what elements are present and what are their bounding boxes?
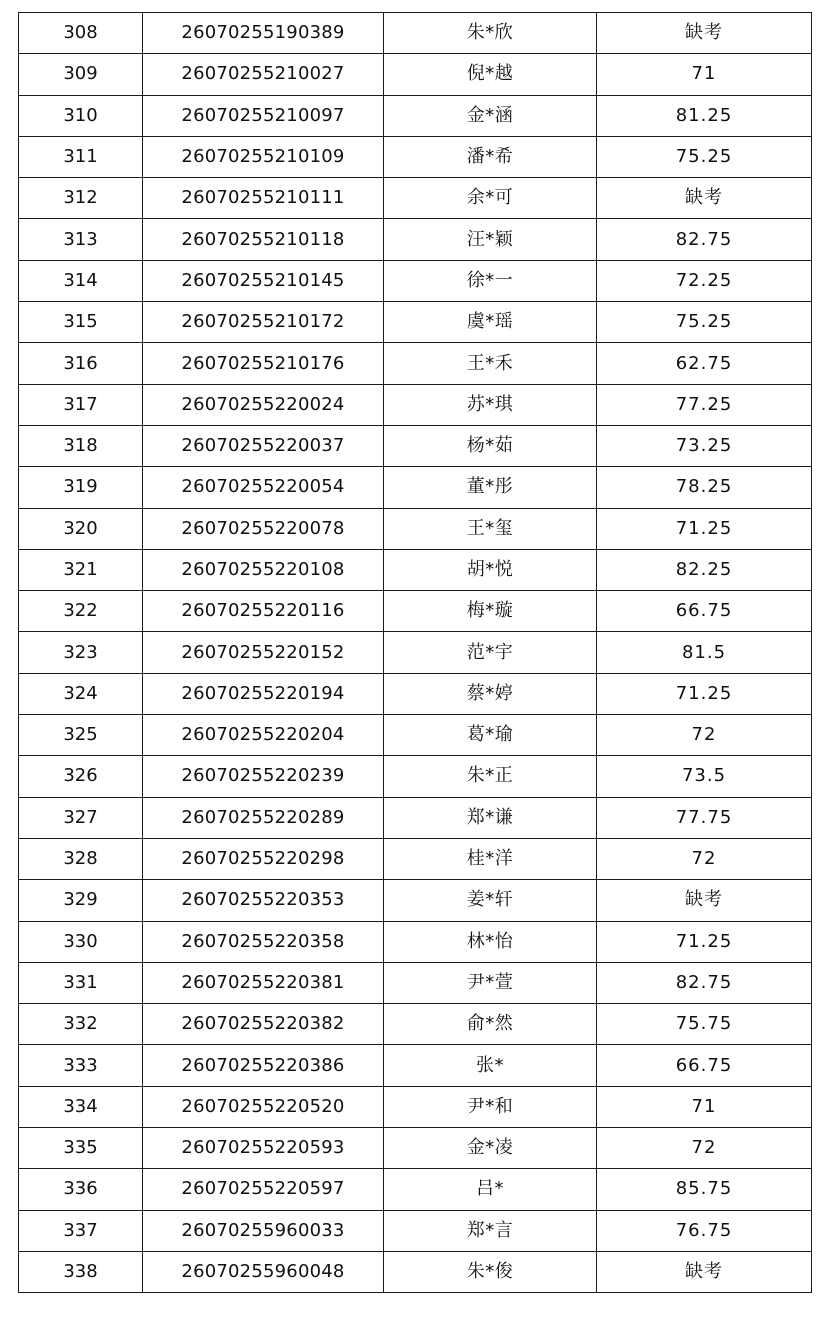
row-number-cell: 335 [19,1128,143,1169]
row-number-cell: 317 [19,384,143,425]
exam-id-cell: 26070255220239 [143,756,384,797]
score-cell: 66.75 [597,591,812,632]
candidate-name-cell: 朱*欣 [384,13,597,54]
table-row [19,219,812,260]
score-cell: 82.25 [597,549,812,590]
table-row [19,549,812,590]
exam-id-cell: 26070255210145 [143,260,384,301]
row-number-cell: 328 [19,838,143,879]
score-table [18,12,812,1293]
row-number-cell: 336 [19,1169,143,1210]
candidate-name-cell: 虞*瑶 [384,302,597,343]
score-cell: 73.25 [597,425,812,466]
score-cell: 76.75 [597,1210,812,1251]
exam-id-cell: 26070255210097 [143,95,384,136]
candidate-name-cell: 杨*茹 [384,425,597,466]
candidate-name-cell: 金*涵 [384,95,597,136]
row-number-cell: 311 [19,136,143,177]
exam-id-cell: 26070255960048 [143,1251,384,1292]
table-row [19,302,812,343]
candidate-name-cell: 梅*璇 [384,591,597,632]
score-cell: 85.75 [597,1169,812,1210]
score-cell: 71.25 [597,673,812,714]
score-cell: 缺考 [597,880,812,921]
score-cell: 72.25 [597,260,812,301]
score-cell: 75.25 [597,136,812,177]
row-number-cell: 313 [19,219,143,260]
exam-id-cell: 26070255220520 [143,1086,384,1127]
exam-id-cell: 26070255220298 [143,838,384,879]
score-cell: 78.25 [597,467,812,508]
score-cell: 82.75 [597,219,812,260]
row-number-cell: 327 [19,797,143,838]
candidate-name-cell: 董*彤 [384,467,597,508]
table-row [19,1128,812,1169]
candidate-name-cell: 金*凌 [384,1128,597,1169]
candidate-name-cell: 汪*颖 [384,219,597,260]
table-row [19,136,812,177]
exam-id-cell: 26070255220054 [143,467,384,508]
score-cell: 71 [597,54,812,95]
table-row [19,13,812,54]
candidate-name-cell: 徐*一 [384,260,597,301]
exam-id-cell: 26070255210027 [143,54,384,95]
table-row [19,921,812,962]
score-cell: 77.25 [597,384,812,425]
table-row [19,425,812,466]
row-number-cell: 326 [19,756,143,797]
row-number-cell: 333 [19,1045,143,1086]
score-cell: 75.75 [597,1004,812,1045]
candidate-name-cell: 朱*正 [384,756,597,797]
table-row [19,1251,812,1292]
row-number-cell: 323 [19,632,143,673]
score-cell: 71.25 [597,921,812,962]
table-row [19,54,812,95]
table-row [19,1210,812,1251]
row-number-cell: 319 [19,467,143,508]
row-number-cell: 334 [19,1086,143,1127]
candidate-name-cell: 林*怡 [384,921,597,962]
exam-id-cell: 26070255220204 [143,715,384,756]
candidate-name-cell: 吕* [384,1169,597,1210]
table-row [19,756,812,797]
score-cell: 缺考 [597,1251,812,1292]
candidate-name-cell: 郑*谦 [384,797,597,838]
score-cell: 72 [597,838,812,879]
candidate-name-cell: 尹*和 [384,1086,597,1127]
row-number-cell: 325 [19,715,143,756]
score-cell: 62.75 [597,343,812,384]
exam-id-cell: 26070255220152 [143,632,384,673]
table-row [19,384,812,425]
exam-id-cell: 26070255220116 [143,591,384,632]
exam-id-cell: 26070255220353 [143,880,384,921]
row-number-cell: 320 [19,508,143,549]
score-cell: 82.75 [597,962,812,1003]
score-cell: 81.5 [597,632,812,673]
row-number-cell: 315 [19,302,143,343]
score-cell: 73.5 [597,756,812,797]
candidate-name-cell: 王*禾 [384,343,597,384]
candidate-name-cell: 倪*越 [384,54,597,95]
candidate-name-cell: 葛*瑜 [384,715,597,756]
score-table-body [19,13,812,1293]
exam-id-cell: 26070255190389 [143,13,384,54]
candidate-name-cell: 潘*希 [384,136,597,177]
table-row [19,95,812,136]
table-row [19,591,812,632]
row-number-cell: 321 [19,549,143,590]
exam-id-cell: 26070255210176 [143,343,384,384]
row-number-cell: 314 [19,260,143,301]
table-row [19,673,812,714]
exam-id-cell: 26070255220037 [143,425,384,466]
candidate-name-cell: 俞*然 [384,1004,597,1045]
candidate-name-cell: 范*宇 [384,632,597,673]
score-cell: 缺考 [597,178,812,219]
candidate-name-cell: 胡*悦 [384,549,597,590]
table-row [19,508,812,549]
table-row [19,632,812,673]
table-row [19,1004,812,1045]
exam-id-cell: 26070255210172 [143,302,384,343]
score-cell: 缺考 [597,13,812,54]
table-row [19,1086,812,1127]
row-number-cell: 329 [19,880,143,921]
table-row [19,880,812,921]
row-number-cell: 324 [19,673,143,714]
row-number-cell: 312 [19,178,143,219]
row-number-cell: 308 [19,13,143,54]
candidate-name-cell: 桂*洋 [384,838,597,879]
candidate-name-cell: 余*可 [384,178,597,219]
table-row [19,838,812,879]
exam-id-cell: 26070255220289 [143,797,384,838]
table-row [19,962,812,1003]
score-cell: 81.25 [597,95,812,136]
exam-id-cell: 26070255220358 [143,921,384,962]
table-row [19,1169,812,1210]
table-row [19,1045,812,1086]
table-row [19,260,812,301]
table-row [19,343,812,384]
exam-id-cell: 26070255960033 [143,1210,384,1251]
exam-id-cell: 26070255220078 [143,508,384,549]
row-number-cell: 310 [19,95,143,136]
exam-id-cell: 26070255220381 [143,962,384,1003]
row-number-cell: 322 [19,591,143,632]
exam-id-cell: 26070255220597 [143,1169,384,1210]
score-cell: 72 [597,715,812,756]
table-row [19,797,812,838]
row-number-cell: 318 [19,425,143,466]
score-cell: 75.25 [597,302,812,343]
exam-id-cell: 26070255220108 [143,549,384,590]
score-cell: 77.75 [597,797,812,838]
row-number-cell: 309 [19,54,143,95]
row-number-cell: 316 [19,343,143,384]
candidate-name-cell: 王*玺 [384,508,597,549]
exam-id-cell: 26070255220382 [143,1004,384,1045]
exam-id-cell: 26070255210111 [143,178,384,219]
exam-id-cell: 26070255210109 [143,136,384,177]
exam-id-cell: 26070255210118 [143,219,384,260]
row-number-cell: 330 [19,921,143,962]
candidate-name-cell: 尹*萱 [384,962,597,1003]
candidate-name-cell: 郑*言 [384,1210,597,1251]
candidate-name-cell: 张* [384,1045,597,1086]
exam-id-cell: 26070255220024 [143,384,384,425]
score-cell: 71.25 [597,508,812,549]
candidate-name-cell: 姜*轩 [384,880,597,921]
candidate-name-cell: 苏*琪 [384,384,597,425]
candidate-name-cell: 朱*俊 [384,1251,597,1292]
table-row [19,467,812,508]
exam-id-cell: 26070255220386 [143,1045,384,1086]
row-number-cell: 338 [19,1251,143,1292]
table-row [19,178,812,219]
score-cell: 71 [597,1086,812,1127]
score-cell: 72 [597,1128,812,1169]
candidate-name-cell: 蔡*婷 [384,673,597,714]
exam-id-cell: 26070255220593 [143,1128,384,1169]
score-cell: 66.75 [597,1045,812,1086]
table-row [19,715,812,756]
row-number-cell: 331 [19,962,143,1003]
row-number-cell: 337 [19,1210,143,1251]
exam-id-cell: 26070255220194 [143,673,384,714]
row-number-cell: 332 [19,1004,143,1045]
